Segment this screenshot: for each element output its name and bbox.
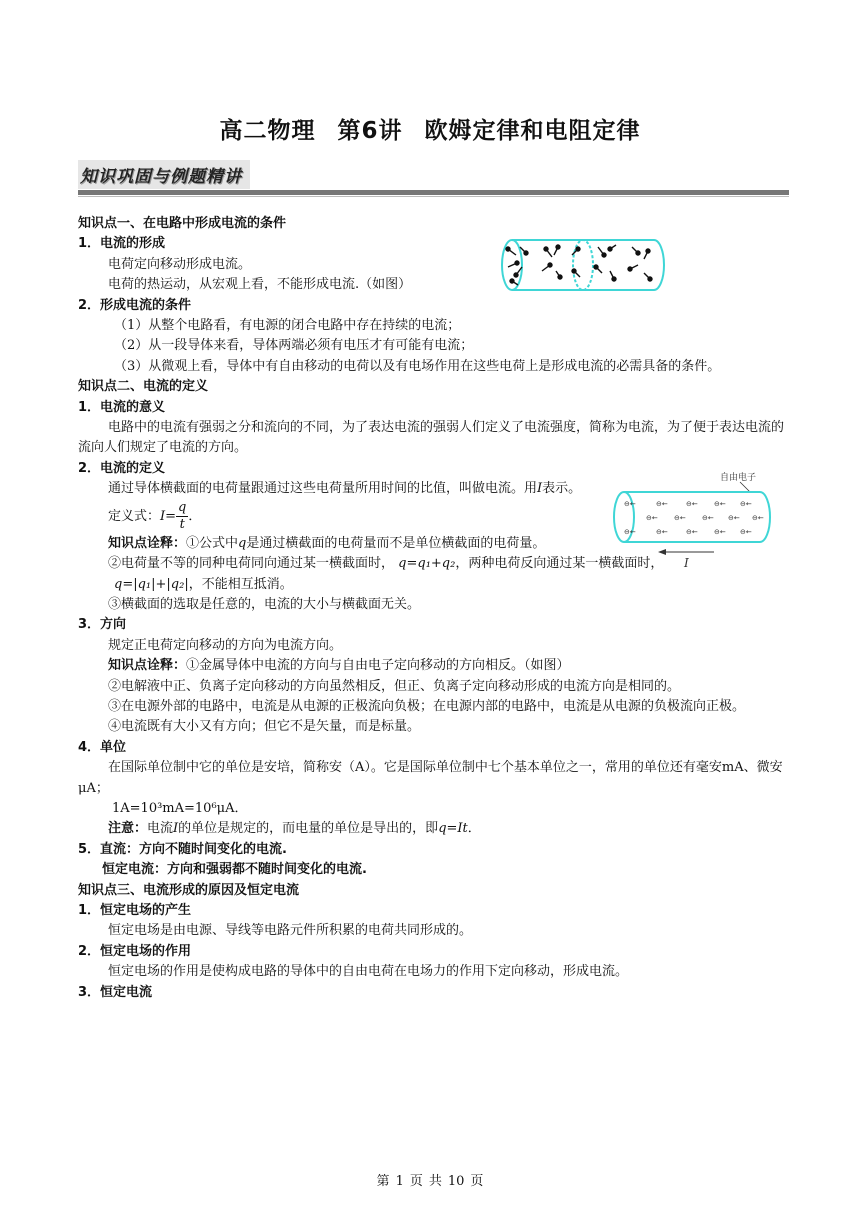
kp2-note1: 知识点诠释：①公式中q是通过横截面的电荷量而不是单位横截面的电荷量。	[108, 535, 546, 551]
title-topic: 欧姆定律和电阻定律	[424, 118, 641, 144]
kp2-s4-title: 4．单位	[78, 739, 127, 755]
svg-text:⊖←: ⊖←	[740, 528, 752, 536]
page-footer: 第 1 页 共 10 页	[376, 1174, 484, 1189]
kp2-s4-formula: 1A=10³mA=10⁶μA．	[112, 800, 248, 816]
title-subject: 高二物理	[219, 118, 316, 144]
kp3-s2-title: 2．恒定电场的作用	[78, 943, 192, 959]
kp2-s5-title: 5．直流：方向不随时间变化的电流.	[78, 841, 287, 857]
page-title	[0, 112, 860, 145]
kp2-s3-n4: ④电流既有大小又有方向；但它不是矢量，而是标量。	[108, 719, 421, 735]
svg-text:⊖←: ⊖←	[646, 514, 658, 522]
kp2-s2-l1: 通过导体横截面的电荷量跟通过这些电荷量所用时间的比值，叫做电流。用I表示。	[108, 481, 582, 497]
kp2-s3-n2: ②电解液中正、负离子定向移动的方向虽然相反，但正、负离子定向移动形成的电流方向是相同的。	[108, 678, 681, 694]
kp2-note3: ③横截面的选取是任意的，电流的大小与横截面无关。	[108, 596, 421, 612]
svg-text:⊖←: ⊖←	[686, 500, 698, 508]
kp2-s4-note: 注意：电流I的单位是规定的，而电量的单位是导出的，即q=It．	[108, 821, 481, 837]
kp2-s2-title: 2．电流的定义	[78, 460, 166, 476]
svg-text:⊖←: ⊖←	[702, 514, 714, 522]
kp3-s1-l1: 恒定电场是由电源、导线等电路元件所积累的电荷共同形成的。	[108, 923, 473, 939]
document-body	[78, 214, 789, 1003]
kp1-s2-l1: （1）从整个电路看，有电源的闭合电路中存在持续的电流；	[114, 318, 461, 334]
var-I: I	[537, 481, 543, 497]
kp2-s3-l1: 规定正电荷定向移动的方向为电流方向。	[108, 637, 343, 653]
svg-text:⊖←: ⊖←	[686, 528, 698, 536]
svg-text:⊖←: ⊖←	[728, 514, 740, 522]
kp2-note2-cont: q=|q₁|+|q₂|，不能相互抵消。	[114, 576, 293, 592]
svg-text:⊖←: ⊖←	[714, 500, 726, 508]
kp1-s2-l2: （2）从一段导体来看，导体两端必须有电压才有可能有电流；	[114, 338, 474, 354]
svg-text:⊖←: ⊖←	[656, 500, 668, 508]
kp1-s1-l2: 电荷的热运动，从宏观上看，不能形成电流.（如图）	[108, 277, 412, 293]
svg-text:⊖←: ⊖←	[714, 528, 726, 536]
kp1-s2-title: 2．形成电流的条件	[78, 297, 192, 313]
free-electron-label: 自由电子	[720, 472, 757, 482]
section-banner	[78, 160, 250, 186]
kp2-note2: ②电荷量不等的同种电荷同向通过某一横截面时， q=q₁+q₂，两种电荷反向通过某一横截面时，	[108, 556, 664, 572]
fraction-q-over-t: $\frac{q}{t}$	[178, 499, 187, 532]
svg-text:⊖←: ⊖←	[752, 514, 764, 522]
kp3-s3-title: 3．恒定电流	[78, 984, 153, 1000]
svg-text:⊖←: ⊖←	[674, 514, 686, 522]
svg-text:⊖←: ⊖←	[656, 528, 668, 536]
kp2-s1-l1: 电路中的电流有强弱之分和流向的不同，为了表达电流的强弱人们定义了电流强度，简称为电流，为了便于表达电流的流向人们规定了电流的方向。	[78, 420, 785, 456]
kp2-s3-n1: 知识点诠释：①金属导体中电流的方向与自由电子定向移动的方向相反。（如图）	[108, 658, 570, 674]
svg-text:⊖←: ⊖←	[740, 500, 752, 508]
kp2-s1-title: 1．电流的意义	[78, 399, 166, 415]
title-lecture: 第6讲	[337, 118, 403, 144]
kp2-s4-l1: 在国际单位制中它的单位是安培，简称安（A）。它是国际单位制中七个基本单位之一，常用的单位还有毫安mA、微安μA；	[78, 760, 783, 796]
kp1-s2-l3: （3）从微观上看，导体中有自由移动的电荷以及有电场作用在这些电荷上是形成电流的必需具备的条件。	[114, 358, 721, 374]
kp2-s5-l2: 恒定电流：方向和强弱都不随时间变化的电流.	[102, 862, 367, 878]
kp1-heading: 知识点一、在电路中形成电流的条件	[78, 216, 287, 231]
footer-total-pages: 10	[447, 1174, 465, 1189]
kp3-s2-l1: 恒定电场的作用是使构成电路的导体中的自由电荷在电场力的作用下定向移动，形成电流。	[108, 964, 629, 980]
kp2-s3-title: 3．方向	[78, 617, 127, 633]
svg-text:⊖←: ⊖←	[624, 500, 636, 508]
footer-page-number: 1	[395, 1174, 404, 1189]
kp1-s1-title: 1．电流的形成	[78, 236, 166, 252]
kp3-heading: 知识点三、电流形成的原因及恒定电流	[78, 882, 300, 898]
banner-divider-thin	[78, 196, 789, 197]
banner-divider	[78, 190, 789, 195]
kp2-heading: 知识点二、电流的定义	[78, 379, 209, 395]
kp1-s1-l1: 电荷定向移动形成电流。	[108, 256, 252, 272]
section-banner-label: 知识巩固与例题精讲	[78, 160, 250, 189]
kp3-s1-title: 1．恒定电场的产生	[78, 903, 192, 918]
svg-text:⊖←: ⊖←	[624, 528, 636, 536]
kp2-s3-n3: ③在电源外部的电路中，电流是从电源的正极流向负极；在电源内部的电路中，电流是从电源的负极流向正极。	[108, 698, 746, 714]
kp2-definition: 定义式：I= $\frac{q}{t}$ ．	[108, 499, 202, 532]
current-arrow-label: I	[684, 556, 689, 570]
